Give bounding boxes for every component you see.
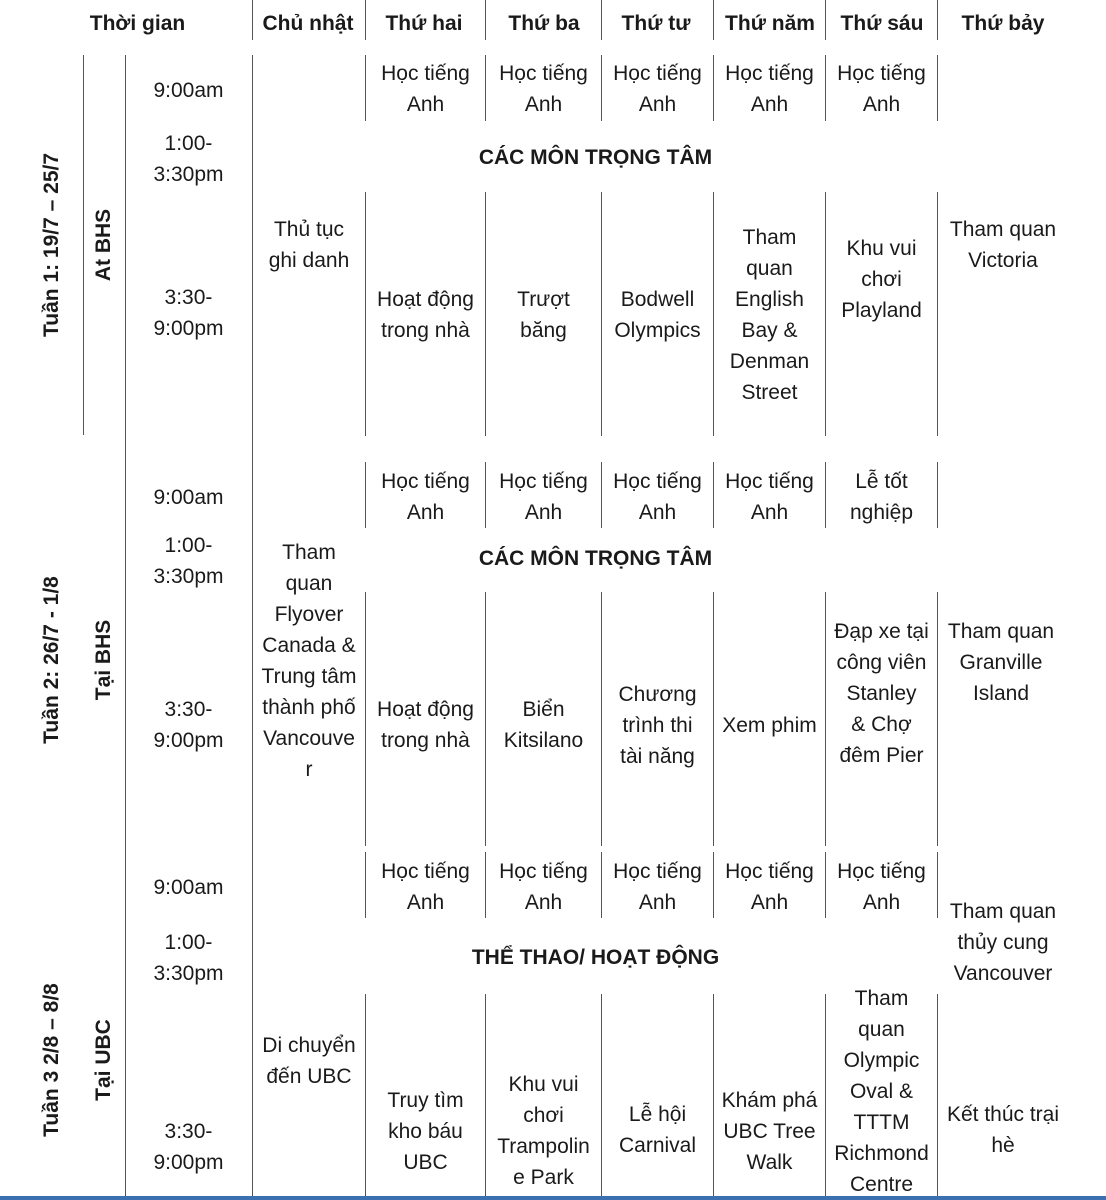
week3-time-morning: 9:00am: [153, 875, 224, 899]
grid-line: [601, 192, 602, 436]
grid-line: [825, 462, 826, 528]
week3-thu-evening: Khám phá UBC Tree Walk: [721, 1088, 818, 1174]
place-column-line: [125, 55, 126, 1200]
header-divider: [365, 0, 366, 40]
header-divider: [937, 0, 938, 40]
week1-mon-morning: Học tiếng Anh: [381, 62, 470, 116]
grid-line: [713, 592, 714, 846]
week3-sunday: Di chuyển đến UBC: [262, 1034, 356, 1088]
grid-line: [601, 994, 602, 1200]
header-divider: [825, 0, 826, 40]
grid-line: [485, 852, 486, 918]
week1-wed-evening: Bodwell Olympics: [614, 288, 701, 342]
grid-line: [365, 192, 366, 436]
week2-afternoon-focus: CÁC MÔN TRỌNG TÂM: [478, 547, 713, 570]
week1-afternoon-focus: CÁC MÔN TRỌNG TÂM: [478, 146, 713, 169]
week2-tue-evening: Biển Kitsilano: [503, 698, 584, 752]
header-wednesday: Thứ tư: [621, 12, 691, 35]
grid-line: [825, 852, 826, 918]
week2-wed-morning: Học tiếng Anh: [613, 470, 702, 524]
grid-line: [713, 462, 714, 528]
grid-line: [601, 462, 602, 528]
week2-mon-evening: Hoạt động trong nhà: [377, 698, 474, 752]
week3-wed-evening: Lễ hội Carnival: [618, 1103, 697, 1157]
week2-time-evening: 3:30- 9:00pm: [153, 698, 224, 752]
grid-line: [601, 592, 602, 846]
week2-tue-morning: Học tiếng Anh: [499, 470, 588, 524]
week3-mon-evening: Truy tìm kho báu UBC: [387, 1088, 464, 1174]
week1-mon-evening: Hoạt động trong nhà: [377, 288, 474, 342]
header-time: Thời gian: [89, 12, 186, 35]
week2-fri-morning: Lễ tốt nghiệp: [849, 470, 914, 524]
week3-wed-morning: Học tiếng Anh: [613, 860, 702, 914]
grid-line: [713, 852, 714, 918]
week2-mon-morning: Học tiếng Anh: [381, 470, 470, 524]
header-divider: [252, 0, 253, 40]
week1-time-morning: 9:00am: [153, 78, 224, 102]
grid-line: [937, 462, 938, 528]
grid-line: [937, 592, 938, 846]
header-friday: Thứ sáu: [840, 12, 924, 35]
week3-label: Tuần 3 2/8 – 8/8: [40, 983, 63, 1137]
week3-saturday-bottom: Kết thúc trại hè: [946, 1103, 1060, 1157]
week3-tue-evening: Khu vui chơi Trampolin e Park: [497, 1073, 590, 1189]
header-sunday: Chủ nhật: [262, 12, 354, 35]
grid-line: [937, 192, 938, 436]
grid-line: [365, 994, 366, 1200]
week3-thu-morning: Học tiếng Anh: [725, 860, 814, 914]
week2-time-afternoon: 1:00- 3:30pm: [153, 534, 224, 588]
grid-line: [825, 994, 826, 1200]
week1-place: At BHS: [92, 208, 115, 282]
week1-tue-evening: Trượt băng: [517, 288, 570, 342]
week1-time-evening: 3:30- 9:00pm: [153, 286, 224, 340]
week1-fri-evening: Khu vui chơi Playland: [841, 236, 922, 322]
grid-line: [365, 55, 366, 121]
header-saturday: Thứ bảy: [961, 12, 1045, 35]
week1-saturday: Tham quan Victoria: [949, 218, 1057, 272]
header-tuesday: Thứ ba: [508, 12, 580, 35]
grid-line: [825, 192, 826, 436]
grid-line: [485, 192, 486, 436]
grid-line: [937, 852, 938, 918]
week3-tue-morning: Học tiếng Anh: [499, 860, 588, 914]
week1-label: Tuần 1: 19/7 – 25/7: [40, 152, 63, 338]
week2-time-morning: 9:00am: [153, 485, 224, 509]
grid-line: [825, 592, 826, 846]
week1-wed-morning: Học tiếng Anh: [613, 62, 702, 116]
grid-line: [937, 994, 938, 1200]
grid-line: [485, 592, 486, 846]
week2-wed-evening: Chương trình thi tài năng: [618, 682, 697, 768]
grid-line: [365, 852, 366, 918]
week3-fri-evening: Tham quan Olympic Oval & TTTM Richmond Centre: [834, 986, 929, 1196]
week2-thu-evening: Xem phim: [722, 713, 817, 737]
week1-time-afternoon: 1:00- 3:30pm: [153, 132, 224, 186]
grid-line: [825, 55, 826, 121]
week1-left-line: [83, 55, 84, 435]
grid-line: [713, 192, 714, 436]
header-monday: Thứ hai: [385, 12, 463, 35]
grid-line: [485, 462, 486, 528]
header-divider: [601, 0, 602, 40]
week1-thu-morning: Học tiếng Anh: [725, 62, 814, 116]
week2-sunday: Tham quan Flyover Canada & Trung tâm thành phố Vancouve r: [261, 541, 357, 781]
week3-place: Tại UBC: [92, 1019, 115, 1101]
week1-fri-morning: Học tiếng Anh: [837, 62, 926, 116]
grid-line: [365, 592, 366, 846]
grid-line: [601, 852, 602, 918]
week2-label: Tuần 2: 26/7 - 1/8: [40, 576, 63, 744]
header-thursday: Thứ năm: [725, 12, 815, 35]
week1-thu-evening: Tham quan English Bay & Denman Street: [729, 226, 810, 404]
grid-line: [485, 994, 486, 1200]
week1-tue-morning: Học tiếng Anh: [499, 62, 588, 116]
week3-saturday-top: Tham quan thủy cung Vancouver: [949, 899, 1057, 985]
bottom-border: [0, 1196, 1106, 1200]
week3-time-evening: 3:30- 9:00pm: [153, 1120, 224, 1174]
week2-saturday: Tham quan Granville Island: [947, 619, 1055, 705]
header-divider: [713, 0, 714, 40]
week2-thu-morning: Học tiếng Anh: [725, 470, 814, 524]
week3-fri-morning: Học tiếng Anh: [837, 860, 926, 914]
grid-line: [713, 55, 714, 121]
week3-mon-morning: Học tiếng Anh: [381, 860, 470, 914]
grid-line: [365, 462, 366, 528]
week1-sunday: Thủ tục ghi danh: [268, 218, 350, 272]
week2-fri-evening: Đạp xe tại công viên Stanley & Chợ đêm Pier: [834, 619, 929, 767]
week2-place: Tại BHS: [92, 619, 115, 701]
week3-time-afternoon: 1:00- 3:30pm: [153, 931, 224, 985]
week3-afternoon-focus: THỂ THAO/ HOẠT ĐỘNG: [471, 946, 720, 969]
grid-line: [601, 55, 602, 121]
grid-line: [937, 55, 938, 121]
grid-line: [713, 994, 714, 1200]
header-divider: [485, 0, 486, 40]
grid-line: [485, 55, 486, 121]
